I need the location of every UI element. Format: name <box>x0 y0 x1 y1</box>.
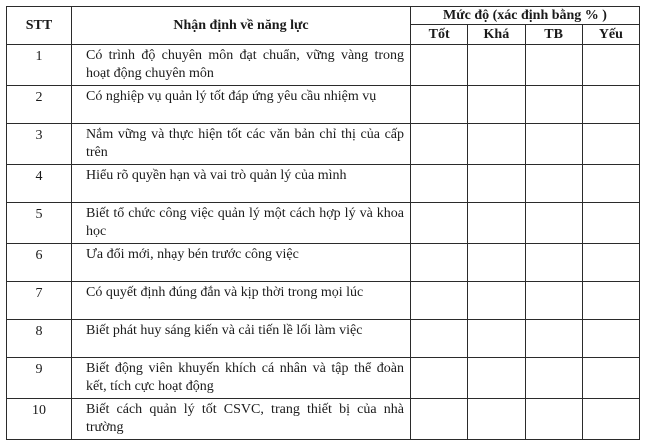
cell-average[interactable] <box>525 244 582 282</box>
row-number: 9 <box>7 358 72 399</box>
cell-weak[interactable] <box>582 320 639 358</box>
row-assessment-text: Biết cách quản lý tốt CSVC, trang thiết bị của nhà trường <box>72 399 411 440</box>
table-row <box>7 320 640 358</box>
row-number: 8 <box>7 320 72 358</box>
table-row <box>7 86 640 124</box>
table-row <box>7 282 640 320</box>
table-row <box>7 399 640 440</box>
cell-good[interactable] <box>411 358 468 399</box>
cell-average[interactable] <box>525 358 582 399</box>
row-assessment-text: Có trình độ chuyên môn đạt chuẩn, vững vàng trong hoạt động chuyên môn <box>72 45 411 86</box>
cell-average[interactable] <box>525 203 582 244</box>
cell-good[interactable] <box>411 282 468 320</box>
row-assessment-text: Biết động viên khuyến khích cá nhân và tập thể đoàn kết, tích cực hoạt động <box>72 358 411 399</box>
cell-average[interactable] <box>525 124 582 165</box>
row-number: 6 <box>7 244 72 282</box>
cell-fair[interactable] <box>468 124 525 165</box>
cell-weak[interactable] <box>582 203 639 244</box>
cell-good[interactable] <box>411 203 468 244</box>
cell-fair[interactable] <box>468 282 525 320</box>
cell-weak[interactable] <box>582 282 639 320</box>
cell-average[interactable] <box>525 86 582 124</box>
row-assessment-text: Hiểu rõ quyền hạn và vai trò quản lý của mình <box>72 165 411 203</box>
cell-good[interactable] <box>411 244 468 282</box>
row-number: 7 <box>7 282 72 320</box>
cell-fair[interactable] <box>468 165 525 203</box>
header-assessment: Nhận định về năng lực <box>72 7 411 45</box>
cell-average[interactable] <box>525 320 582 358</box>
cell-weak[interactable] <box>582 399 639 440</box>
table-row <box>7 45 640 86</box>
row-number: 10 <box>7 399 72 440</box>
cell-fair[interactable] <box>468 399 525 440</box>
cell-weak[interactable] <box>582 244 639 282</box>
header-level-average: TB <box>525 25 582 45</box>
competency-assessment-table <box>6 6 640 440</box>
header-level-weak: Yếu <box>582 25 639 45</box>
cell-weak[interactable] <box>582 86 639 124</box>
cell-fair[interactable] <box>468 203 525 244</box>
header-stt: STT <box>7 7 72 45</box>
row-assessment-text: Có quyết định đúng đắn và kịp thời trong mọi lúc <box>72 282 411 320</box>
cell-average[interactable] <box>525 282 582 320</box>
cell-good[interactable] <box>411 45 468 86</box>
table-row <box>7 203 640 244</box>
assessment-table-container <box>6 6 640 435</box>
row-number: 1 <box>7 45 72 86</box>
cell-good[interactable] <box>411 124 468 165</box>
header-level-good: Tốt <box>411 25 468 45</box>
cell-average[interactable] <box>525 399 582 440</box>
cell-average[interactable] <box>525 45 582 86</box>
table-row <box>7 358 640 399</box>
cell-fair[interactable] <box>468 86 525 124</box>
cell-weak[interactable] <box>582 165 639 203</box>
row-assessment-text: Có nghiệp vụ quản lý tốt đáp ứng yêu cầu nhiệm vụ <box>72 86 411 124</box>
row-assessment-text: Nắm vững và thực hiện tốt các văn bản chỉ thị của cấp trên <box>72 124 411 165</box>
cell-good[interactable] <box>411 165 468 203</box>
header-level-group: Mức độ (xác định bằng % ) <box>411 7 640 25</box>
cell-average[interactable] <box>525 165 582 203</box>
row-assessment-text: Biết phát huy sáng kiến và cải tiến lề lối làm việc <box>72 320 411 358</box>
table-row <box>7 124 640 165</box>
cell-good[interactable] <box>411 86 468 124</box>
row-assessment-text: Biết tổ chức công việc quản lý một cách hợp lý và khoa học <box>72 203 411 244</box>
cell-fair[interactable] <box>468 45 525 86</box>
cell-good[interactable] <box>411 320 468 358</box>
row-number: 3 <box>7 124 72 165</box>
row-number: 4 <box>7 165 72 203</box>
table-row <box>7 244 640 282</box>
cell-weak[interactable] <box>582 45 639 86</box>
cell-weak[interactable] <box>582 124 639 165</box>
cell-fair[interactable] <box>468 320 525 358</box>
header-level-fair: Khá <box>468 25 525 45</box>
row-number: 5 <box>7 203 72 244</box>
row-number: 2 <box>7 86 72 124</box>
table-row <box>7 165 640 203</box>
row-assessment-text: Ưa đổi mới, nhạy bén trước công việc <box>72 244 411 282</box>
cell-fair[interactable] <box>468 244 525 282</box>
cell-weak[interactable] <box>582 358 639 399</box>
cell-good[interactable] <box>411 399 468 440</box>
cell-fair[interactable] <box>468 358 525 399</box>
